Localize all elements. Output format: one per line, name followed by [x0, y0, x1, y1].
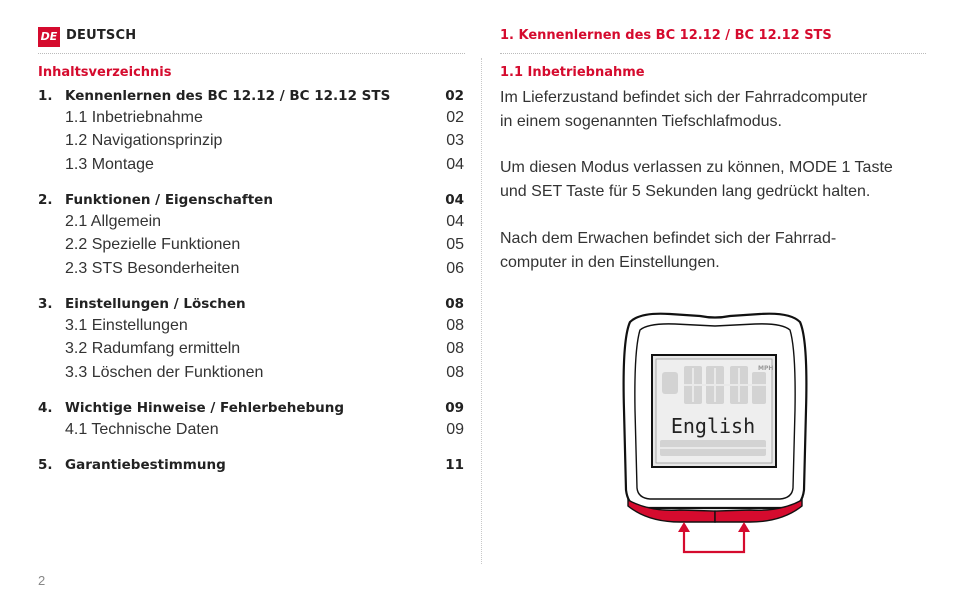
toc-item-page: 09 [446, 420, 464, 438]
toc-item-page: 02 [446, 108, 464, 126]
toc-item-label: 3.2 Radumfang ermitteln [65, 340, 241, 357]
paragraph-2: Um diesen Modus verlassen zu können, MODE 1 Taste und SET Taste für 5 Sekunden lang gedrückt halten. [500, 159, 893, 200]
bike-computer-illustration [620, 310, 810, 566]
language-label: DEUTSCH [66, 28, 137, 43]
svg-text:MPH: MPH [758, 365, 774, 372]
toc-section-label: Einstellungen / Löschen [65, 296, 246, 312]
toc-section-label: Kennenlernen des BC 12.12 / BC 12.12 STS [65, 88, 391, 104]
header-rule-right [500, 53, 926, 54]
language-badge: DE [38, 27, 60, 47]
toc-section-number: 3. [38, 296, 53, 312]
toc-item-page: 08 [446, 316, 464, 334]
paragraph-1: Im Lieferzustand befindet sich der Fahrradcomputer in einem sogenannten Tiefschlafmodus. [500, 89, 868, 130]
toc-section-page: 08 [445, 296, 464, 312]
toc-section-number: 1. [38, 88, 53, 104]
toc-item-label: 1.3 Montage [65, 155, 154, 173]
toc-section-label: Funktionen / Eigenschaften [65, 192, 273, 208]
toc-item-page: 04 [446, 155, 464, 173]
toc-section-number: 4. [38, 400, 53, 416]
toc-section-page: 11 [445, 457, 464, 473]
toc-item-page: 08 [446, 363, 464, 381]
toc-item-page: 03 [446, 132, 464, 149]
toc-item-page: 06 [446, 259, 464, 277]
section-subtitle: 1.1 Inbetriebnahme [500, 65, 645, 80]
toc-title: Inhaltsverzeichnis [38, 65, 172, 80]
toc-item-page: 04 [446, 212, 464, 230]
toc-item-label: 4.1 Technische Daten [65, 420, 219, 438]
arrow-up-icon [678, 522, 690, 532]
toc-section-number: 5. [38, 457, 53, 473]
press-arrows [684, 528, 744, 552]
toc-item-label: 2.2 Spezielle Funktionen [65, 236, 241, 253]
chapter-title: 1. Kennenlernen des BC 12.12 / BC 12.12 STS [500, 28, 832, 43]
display-language-text: English [670, 414, 756, 438]
paragraph-3: Nach dem Erwachen befindet sich der Fahrrad- computer in den Einstellungen. [500, 230, 837, 271]
toc-section-number: 2. [38, 192, 53, 208]
toc-item-label: 1.1 Inbetriebnahme [65, 108, 203, 126]
arrow-up-icon [738, 522, 750, 532]
toc-section-page: 09 [445, 400, 464, 416]
toc-section-label: Wichtige Hinweise / Fehlerbehebung [65, 400, 345, 416]
toc-item-label: 2.3 STS Besonderheiten [65, 259, 240, 277]
toc-section-page: 04 [445, 192, 464, 208]
page-number: 2 [38, 573, 46, 588]
toc-item-label: 3.3 Löschen der Funktionen [65, 363, 264, 381]
header-rule-left [38, 53, 465, 54]
toc-section-label: Garantiebestimmung [65, 457, 226, 473]
toc-section-page: 02 [445, 88, 464, 104]
column-divider [481, 58, 482, 564]
toc-item-page: 05 [446, 236, 464, 253]
toc-item-label: 1.2 Navigationsprinzip [65, 132, 223, 149]
toc-item-label: 3.1 Einstellungen [65, 316, 188, 334]
toc-item-label: 2.1 Allgemein [65, 212, 162, 230]
toc-item-page: 08 [446, 340, 464, 357]
